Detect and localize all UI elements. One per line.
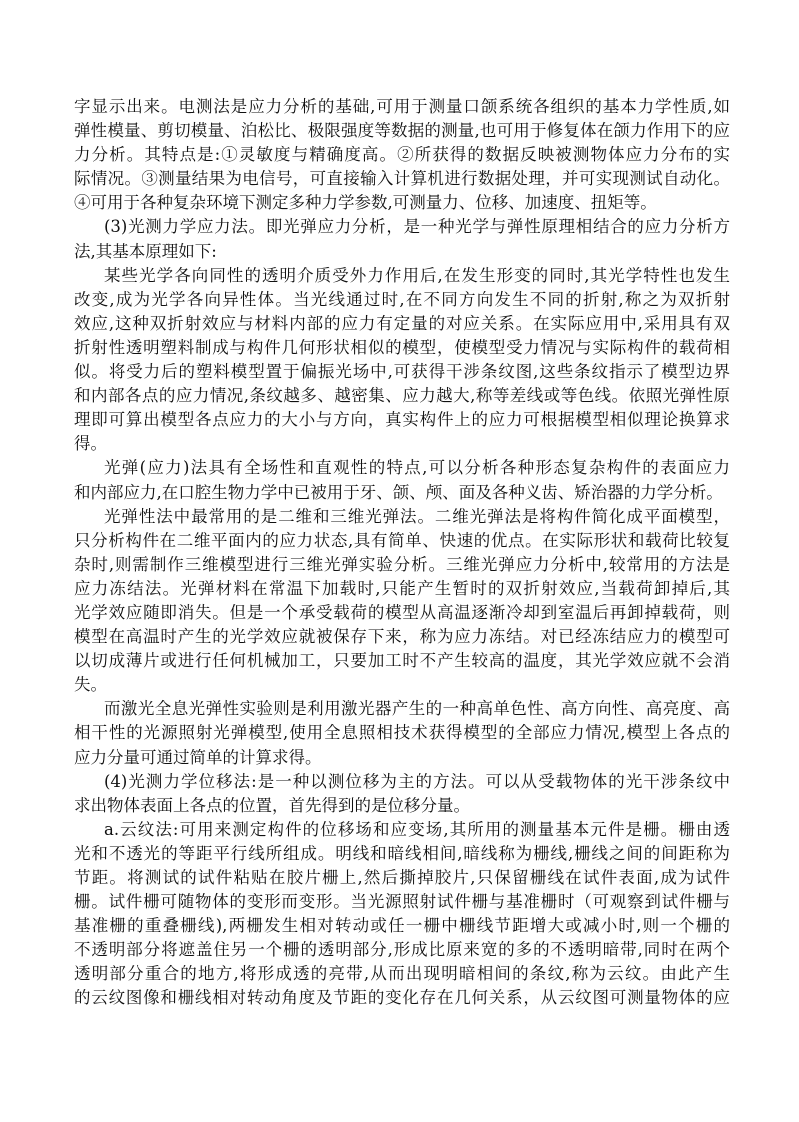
document-body [74, 95, 730, 1011]
text-line: ④可用于各种复杂环境下测定多种力学参数,可测量力、位移、加速度、扭矩等。 [74, 193, 657, 213]
text-line: 而激光全息光弹性实验则是利用激光器产生的一种高单色性、高方向性、高亮度、高 [104, 699, 730, 719]
text-line: 失。 [74, 675, 107, 695]
text-line: 某些光学各向同性的透明介质受外力作用后,在发生形变的同时,其光学特性也发生 [104, 265, 730, 285]
paragraph [74, 505, 730, 698]
text-line: 际情况。③测量结果为电信号，可直接输入计算机进行数据处理，并可实现测试自动化。 [74, 169, 730, 189]
text-line: 应力分量可通过简单的计算求得。 [74, 747, 322, 767]
text-line: 模型在高温时产生的光学效应就被保存下来，称为应力冻结。对已经冻结应力的模型可 [74, 627, 730, 647]
text-line: 得。 [74, 434, 107, 454]
text-line: 光弹性法中最常用的是二维和三维光弹法。二维光弹法是将构件简化成平面模型， [104, 506, 730, 526]
text-line: (4)光测力学位移法:是一种以测位移为主的方法。可以从受载物体的光干涉条纹中 [104, 771, 730, 791]
text-line: 节距。将测试的试件粘贴在胶片栅上,然后撕掉胶片,只保留栅线在试件表面,成为试件 [74, 868, 730, 887]
text-line: 相干性的光源照射光弹模型,使用全息照相技术获得模型的全部应力情况,模型上各点的 [74, 723, 730, 743]
text-line: 不透明部分将遮盖住另一个栅的透明部分,形成比原来宽的多的不透明暗带,同时在两个 [74, 940, 730, 960]
text-line: 只分析构件在二维平面内的应力状态,具有简单、快速的优点。在实际形状和载荷比较复 [74, 530, 730, 550]
paragraph [74, 818, 730, 1011]
text-line: 求出物体表面上各点的位置，首先得到的是位移分量。 [74, 795, 470, 815]
text-line: 字显示出来。电测法是应力分析的基础,可用于测量口颌系统各组织的基本力学性质,如 [74, 97, 730, 116]
text-line: 的云纹图像和栅线相对转动角度及节距的变化存在几何关系，从云纹图可测量物体的应 [74, 988, 730, 1008]
text-line: 和内部应力,在口腔生物力学中已被用于牙、颌、颅、面及各种义齿、矫治器的力学分析。 [74, 482, 723, 502]
paragraph [74, 697, 730, 769]
paragraph [74, 264, 730, 457]
paragraph [74, 456, 730, 504]
paragraph [74, 215, 730, 263]
text-line: 似。将受力后的塑料模型置于偏振光场中,可获得干涉条纹图,这些条纹指示了模型边界 [74, 362, 730, 382]
text-line: 光弹(应力)法具有全场性和直观性的特点,可以分析各种形态复杂构件的表面应力 [104, 458, 730, 478]
paragraph [74, 95, 730, 215]
text-line: a.云纹法:可用来测定构件的位移场和应变场,其所用的测量基本元件是栅。栅由透 [104, 819, 730, 839]
text-line: (3)光测力学应力法。即光弹应力分析，是一种光学与弹性原理相结合的应力分析方 [104, 217, 730, 237]
text-line: 栅。试件栅可随物体的变形而变形。当光源照射试件栅与基准栅时（可观察到试件栅与 [74, 892, 730, 912]
text-line: 应力冻结法。光弹材料在常温下加载时,只能产生暂时的双折射效应,当载荷卸掉后,其 [74, 578, 730, 598]
text-line: 杂时,则需制作三维模型进行三维光弹实验分析。三维光弹应力分析中,较常用的方法是 [74, 554, 730, 574]
text-line: 和内部各点的应力情况,条纹越多、越密集、应力越大,称等差线或等色线。依照光弹性原 [74, 386, 730, 406]
text-line: 折射性透明塑料制成与构件几何形状相似的模型，使模型受力情况与实际构件的载荷相 [74, 337, 730, 357]
text-line: 效应,这种双折射效应与材料内部的应力有定量的对应关系。在实际应用中,采用具有双 [74, 313, 730, 333]
text-line: 透明部分重合的地方,将形成透的亮带,从而出现明暗相间的条纹,称为云纹。由此产生 [74, 964, 730, 984]
text-line: 改变,成为光学各向异性体。当光线通过时,在不同方向发生不同的折射,称之为双折射 [74, 289, 730, 309]
text-line: 光和不透光的等距平行线所组成。明线和暗线相间,暗线称为栅线,栅线之间的间距称为 [74, 843, 730, 863]
paragraph [74, 770, 730, 818]
text-line: 法,其基本原理如下: [74, 241, 217, 261]
text-line: 力分析。其特点是:①灵敏度与精确度高。②所获得的数据反映被测物体应力分布的实 [74, 145, 730, 165]
text-line: 理即可算出模型各点应力的大小与方向，真实构件上的应力可根据模型相似理论换算求 [74, 410, 730, 430]
text-line: 基准栅的重叠栅线),两栅发生相对转动或任一栅中栅线节距增大或减小时,则一个栅的 [74, 916, 730, 936]
text-line: 以切成薄片或进行任何机械加工，只要加工时不产生较高的温度，其光学效应就不会消 [74, 651, 730, 671]
text-line: 光学效应随即消失。但是一个承受载荷的模型从高温逐渐冷却到室温后再卸掉载荷，则 [74, 602, 730, 622]
text-line: 弹性模量、剪切模量、泊松比、极限强度等数据的测量,也可用于修复体在颌力作用下的应 [74, 121, 730, 141]
